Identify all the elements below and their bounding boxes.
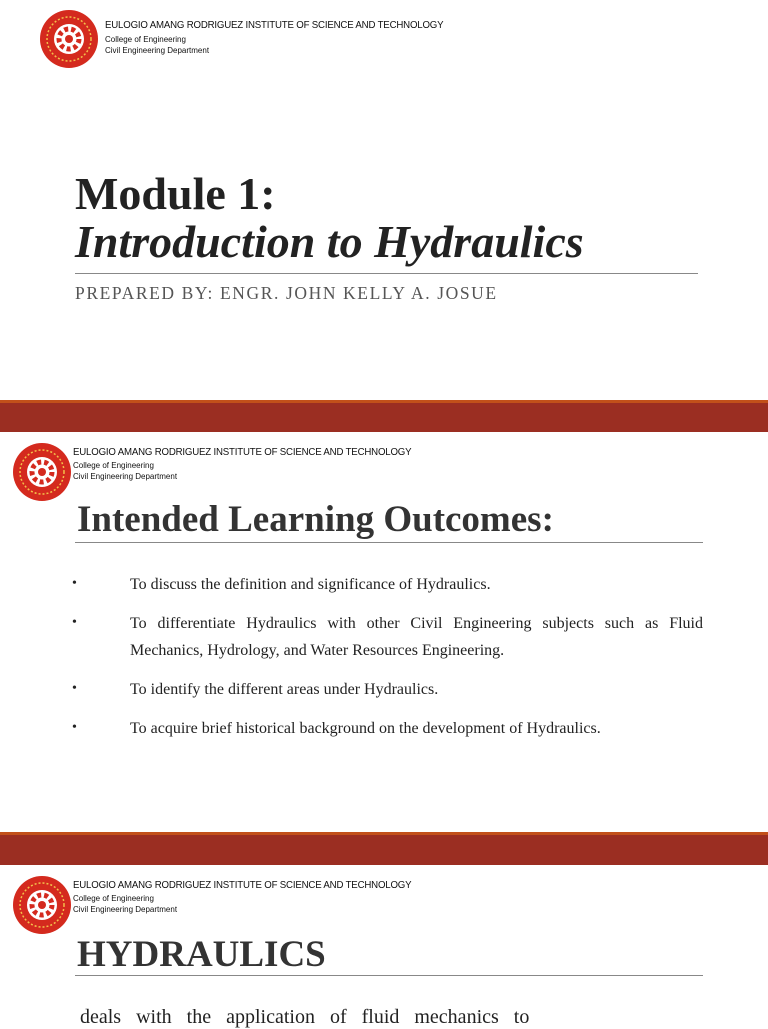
department-name: Civil Engineering Department	[105, 46, 210, 55]
outcome-item: To differentiate Hydraulics with other Civil Engineering subjects such as Fluid Mechanics, Hydrology, and Water Resources Engineering.	[130, 615, 703, 659]
bullet-dot: •	[72, 681, 77, 696]
module-subtitle: Introduction to Hydraulics	[75, 216, 584, 267]
heading-rule	[75, 975, 703, 976]
institution-logo	[39, 9, 99, 69]
bullet-dot: •	[72, 720, 77, 735]
institution-name: EULOGIO AMANG RODRIGUEZ INSTITUTE OF SCIENCE AND TECHNOLOGY	[73, 446, 412, 458]
divider-accent	[0, 832, 768, 835]
module-title: Module 1:	[75, 168, 276, 219]
title-rule	[75, 273, 698, 274]
outcomes-heading: Intended Learning Outcomes:	[77, 499, 554, 540]
heading-rule	[75, 542, 703, 543]
college-name: College of Engineering	[73, 461, 154, 470]
hydraulics-heading: HYDRAULICS	[77, 934, 326, 975]
department-name: Civil Engineering Department	[73, 905, 178, 914]
department-name: Civil Engineering Department	[73, 472, 178, 481]
institution-logo	[12, 875, 72, 935]
slide-3	[0, 865, 768, 1024]
hydraulics-definition: deals with the application of fluid mechanics to	[80, 1006, 530, 1028]
college-name: College of Engineering	[73, 894, 154, 903]
bullet-dot: •	[72, 615, 77, 630]
prepared-by: PREPARED BY: ENGR. JOHN KELLY A. JOSUE	[75, 283, 498, 303]
outcome-item: To acquire brief historical background on the development of Hydraulics.	[130, 720, 601, 737]
institution-logo	[12, 442, 72, 502]
outcome-item: To identify the different areas under Hydraulics.	[130, 681, 439, 698]
slide-2	[0, 432, 768, 832]
institution-name: EULOGIO AMANG RODRIGUEZ INSTITUTE OF SCIENCE AND TECHNOLOGY	[73, 879, 412, 891]
bullet-dot: •	[72, 576, 77, 591]
slide-divider	[0, 400, 768, 432]
institution-name: EULOGIO AMANG RODRIGUEZ INSTITUTE OF SCIENCE AND TECHNOLOGY	[105, 19, 444, 31]
college-name: College of Engineering	[105, 35, 186, 44]
slide-divider	[0, 832, 768, 865]
slide-1	[0, 0, 768, 400]
outcome-item: To discuss the definition and significance of Hydraulics.	[130, 576, 491, 593]
divider-accent	[0, 400, 768, 403]
